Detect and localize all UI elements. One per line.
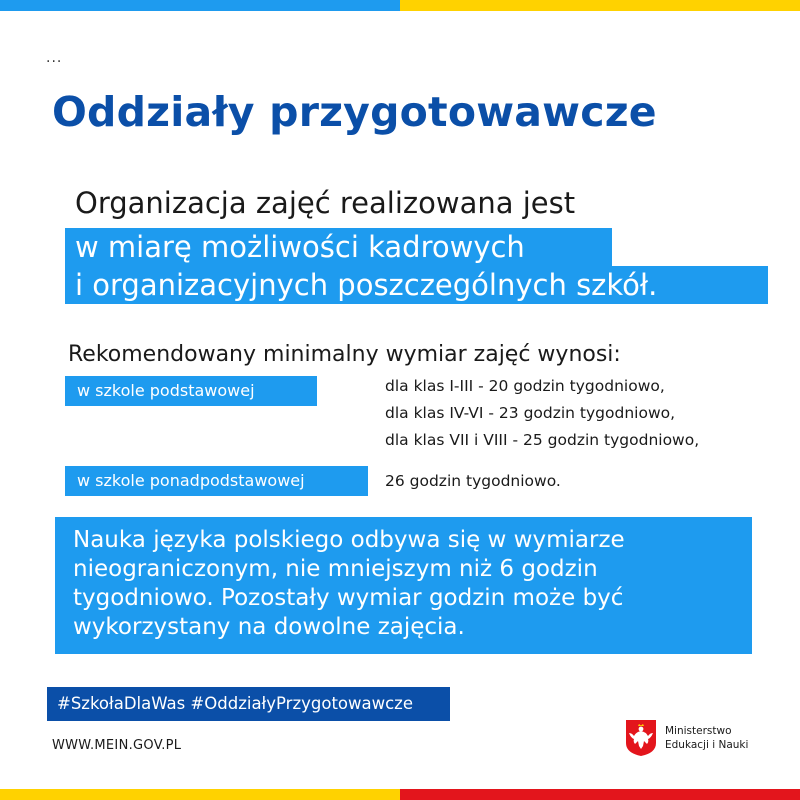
primary-school-label: w szkole podstawowej bbox=[65, 376, 317, 406]
secondary-school-label: w szkole ponadpodstawowej bbox=[65, 466, 368, 496]
primary-hours-3: dla klas VII i VIII - 25 godzin tygodniowo, bbox=[385, 431, 700, 449]
ministry-line-2: Edukacji i Nauki bbox=[665, 739, 749, 751]
secondary-hours: 26 godzin tygodniowo. bbox=[385, 472, 561, 490]
top-blue-stripe bbox=[0, 0, 400, 11]
note-line-4: wykorzystany na dowolne zajęcia. bbox=[73, 614, 465, 640]
primary-hours-2: dla klas IV-VI - 23 godzin tygodniowo, bbox=[385, 404, 676, 422]
top-yellow-stripe bbox=[400, 0, 800, 11]
note-line-3: tygodniowo. Pozostały wymiar godzin może być bbox=[73, 585, 624, 611]
intro-highlight-2: i organizacyjnych poszczególnych szkół. bbox=[65, 266, 768, 304]
bottom-red-stripe bbox=[400, 789, 800, 800]
intro-line: Organizacja zajęć realizowana jest bbox=[75, 186, 576, 220]
ministry-line-1: Ministerstwo bbox=[665, 725, 732, 737]
polish-eagle-emblem-icon bbox=[625, 719, 657, 757]
bottom-yellow-stripe bbox=[0, 789, 400, 800]
more-options-ellipsis[interactable]: ... bbox=[46, 50, 63, 66]
ministry-name bbox=[665, 724, 748, 752]
hashtags-banner: #SzkołaDlaWas #OddziałyPrzygotowawcze bbox=[47, 687, 450, 721]
page-title: Oddziały przygotowawcze bbox=[52, 88, 657, 136]
primary-hours-1: dla klas I-III - 20 godzin tygodniowo, bbox=[385, 377, 665, 395]
note-line-2: nieograniczonym, nie mniejszym niż 6 godzin bbox=[73, 556, 598, 582]
polish-language-note bbox=[55, 517, 752, 654]
intro-highlight-1: w miarę możliwości kadrowych bbox=[65, 228, 612, 266]
website-link[interactable]: WWW.MEIN.GOV.PL bbox=[52, 738, 182, 753]
ministry-logo bbox=[625, 719, 775, 759]
note-line-1: Nauka języka polskiego odbywa się w wymiarze bbox=[73, 527, 625, 553]
recommendation-heading: Rekomendowany minimalny wymiar zajęć wynosi: bbox=[68, 342, 621, 367]
